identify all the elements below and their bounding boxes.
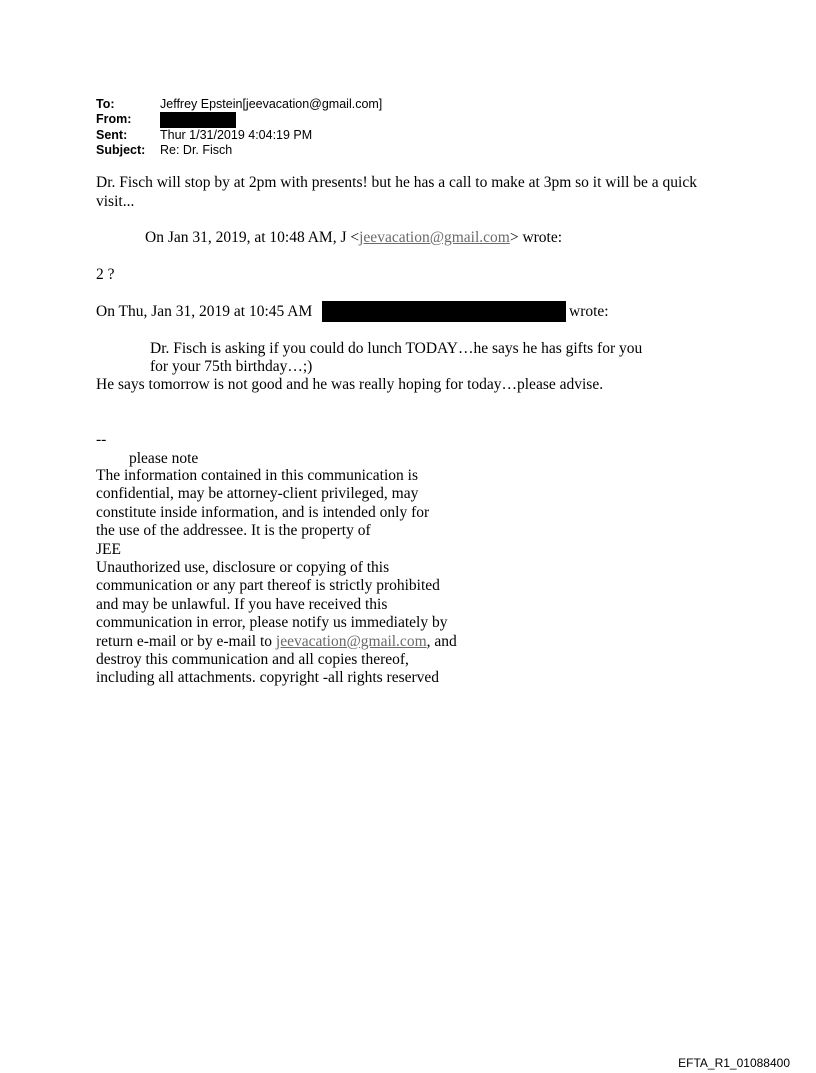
disclaimer-line: including all attachments. copyright -all rights reserved [96,669,440,687]
subject-value: Re: Dr. Fisch [160,143,233,157]
disclaimer-line: the use of the addressee. It is the property of [96,522,371,540]
sender-redaction [322,301,566,322]
disclaimer-email-prefix: return e-mail or by e-mail to [96,632,276,650]
disclaimer-email-suffix: , and [426,632,457,650]
disclaimer-line: communication in error, please notify us immediately by [96,614,448,632]
disclaimer-line: and may be unlawful. If you have received this [96,595,388,613]
disclaimer-email-link[interactable]: jeevacation@gmail.com [275,632,427,650]
subject-label: Subject: [96,143,146,157]
quote2-line-2: for your 75th birthday…;) [150,358,313,375]
to-value: Jeffrey Epstein[jeevacation@gmail.com] [160,97,383,111]
disclaimer-line: constitute inside information, and is intended only for [96,503,430,521]
quote1-email-link[interactable]: jeevacation@gmail.com [359,229,510,246]
quote1-line [145,229,562,247]
sent-label: Sent: [96,128,128,142]
from-redaction [160,112,236,128]
from-label: From: [96,112,132,126]
disclaimer-line: JEE [96,540,121,558]
quote1-prefix: On Jan 31, 2019, at 10:48 AM, J < [145,229,360,246]
to-label: To: [96,97,115,111]
disclaimer [96,467,457,688]
quote2-suffix: wrote: [569,303,609,320]
signature-dashes: -- [96,431,107,448]
disclaimer-line: confidential, may be attorney-client privileged, may [96,485,419,503]
quote2-line-3: He says tomorrow is not good and he was really hoping for today…please advise. [96,376,604,393]
sent-value: Thur 1/31/2019 4:04:19 PM [160,128,313,142]
signature-note: please note [129,450,199,467]
message-line-1: Dr. Fisch will stop by at 2pm with presents! but he has a call to make at 3pm so it will be a quick [96,174,697,191]
quote1-suffix: > wrote: [509,229,563,246]
document-id: EFTA_R1_01088400 [678,1056,790,1070]
quote2-line-1: Dr. Fisch is asking if you could do lunch TODAY…he says he has gifts for you [150,340,643,357]
disclaimer-line: communication or any part thereof is strictly prohibited [96,577,440,595]
reply-text: 2 ? [96,266,115,283]
disclaimer-email-line [96,633,457,651]
disclaimer-line: destroy this communication and all copies thereof, [96,651,409,669]
disclaimer-line: Unauthorized use, disclosure or copying of this [96,559,390,577]
message-line-2: visit... [96,193,135,210]
disclaimer-line: The information contained in this communication is [96,467,418,484]
quote2-prefix: On Thu, Jan 31, 2019 at 10:45 AM [96,303,313,320]
